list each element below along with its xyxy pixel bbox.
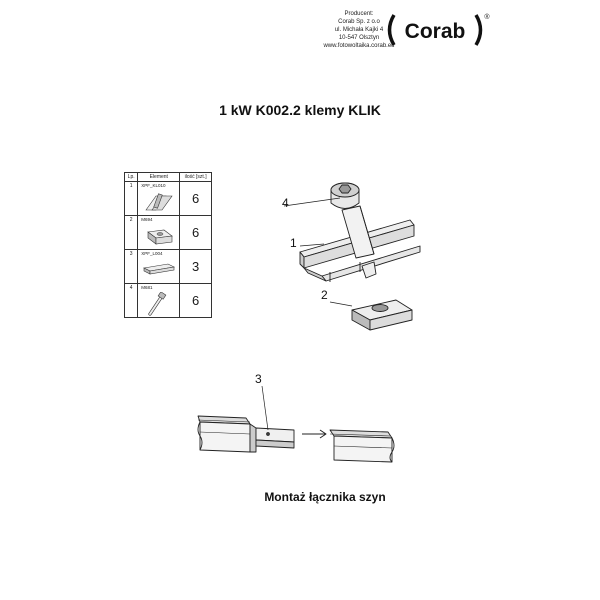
element-code: XPF_L004 (141, 251, 163, 256)
producer-line: 10-547 Olsztyn (338, 35, 380, 41)
callout-4: 4 (282, 196, 289, 210)
callout-1: 1 (290, 236, 297, 250)
header-lp: Lp. (125, 173, 138, 182)
element-code: XPF_KL010 (141, 183, 166, 188)
producer-line: Producent: (344, 11, 374, 17)
row-lp: 3 (125, 250, 138, 284)
producer-line: Corab Sp. z o.o (338, 19, 380, 25)
element-code: M694 (141, 217, 153, 222)
row-lp: 1 (125, 182, 138, 216)
header-quantity: ilość [szt.] (180, 173, 212, 182)
callout-2: 2 (321, 288, 328, 302)
registered-mark: ® (484, 14, 490, 21)
header-element: Element (138, 173, 180, 182)
section-title: Montaż łącznika szyn (264, 490, 386, 504)
logo-text: Corab (404, 20, 466, 43)
row-lp: 2 (125, 216, 138, 250)
producer-line: ul. Michała Kajki 4 (334, 27, 384, 33)
row-quantity: 6 (180, 182, 212, 216)
row-quantity: 6 (180, 284, 212, 318)
page-title: 1 kW K002.2 klemy KLIK (219, 102, 381, 118)
element-code: M681 (141, 285, 153, 290)
row-lp: 4 (125, 284, 138, 318)
row-quantity: 6 (180, 216, 212, 250)
producer-line: www.fotowoltaika.corab.eu (323, 43, 395, 49)
callout-3: 3 (255, 372, 262, 386)
row-quantity: 3 (180, 250, 212, 284)
